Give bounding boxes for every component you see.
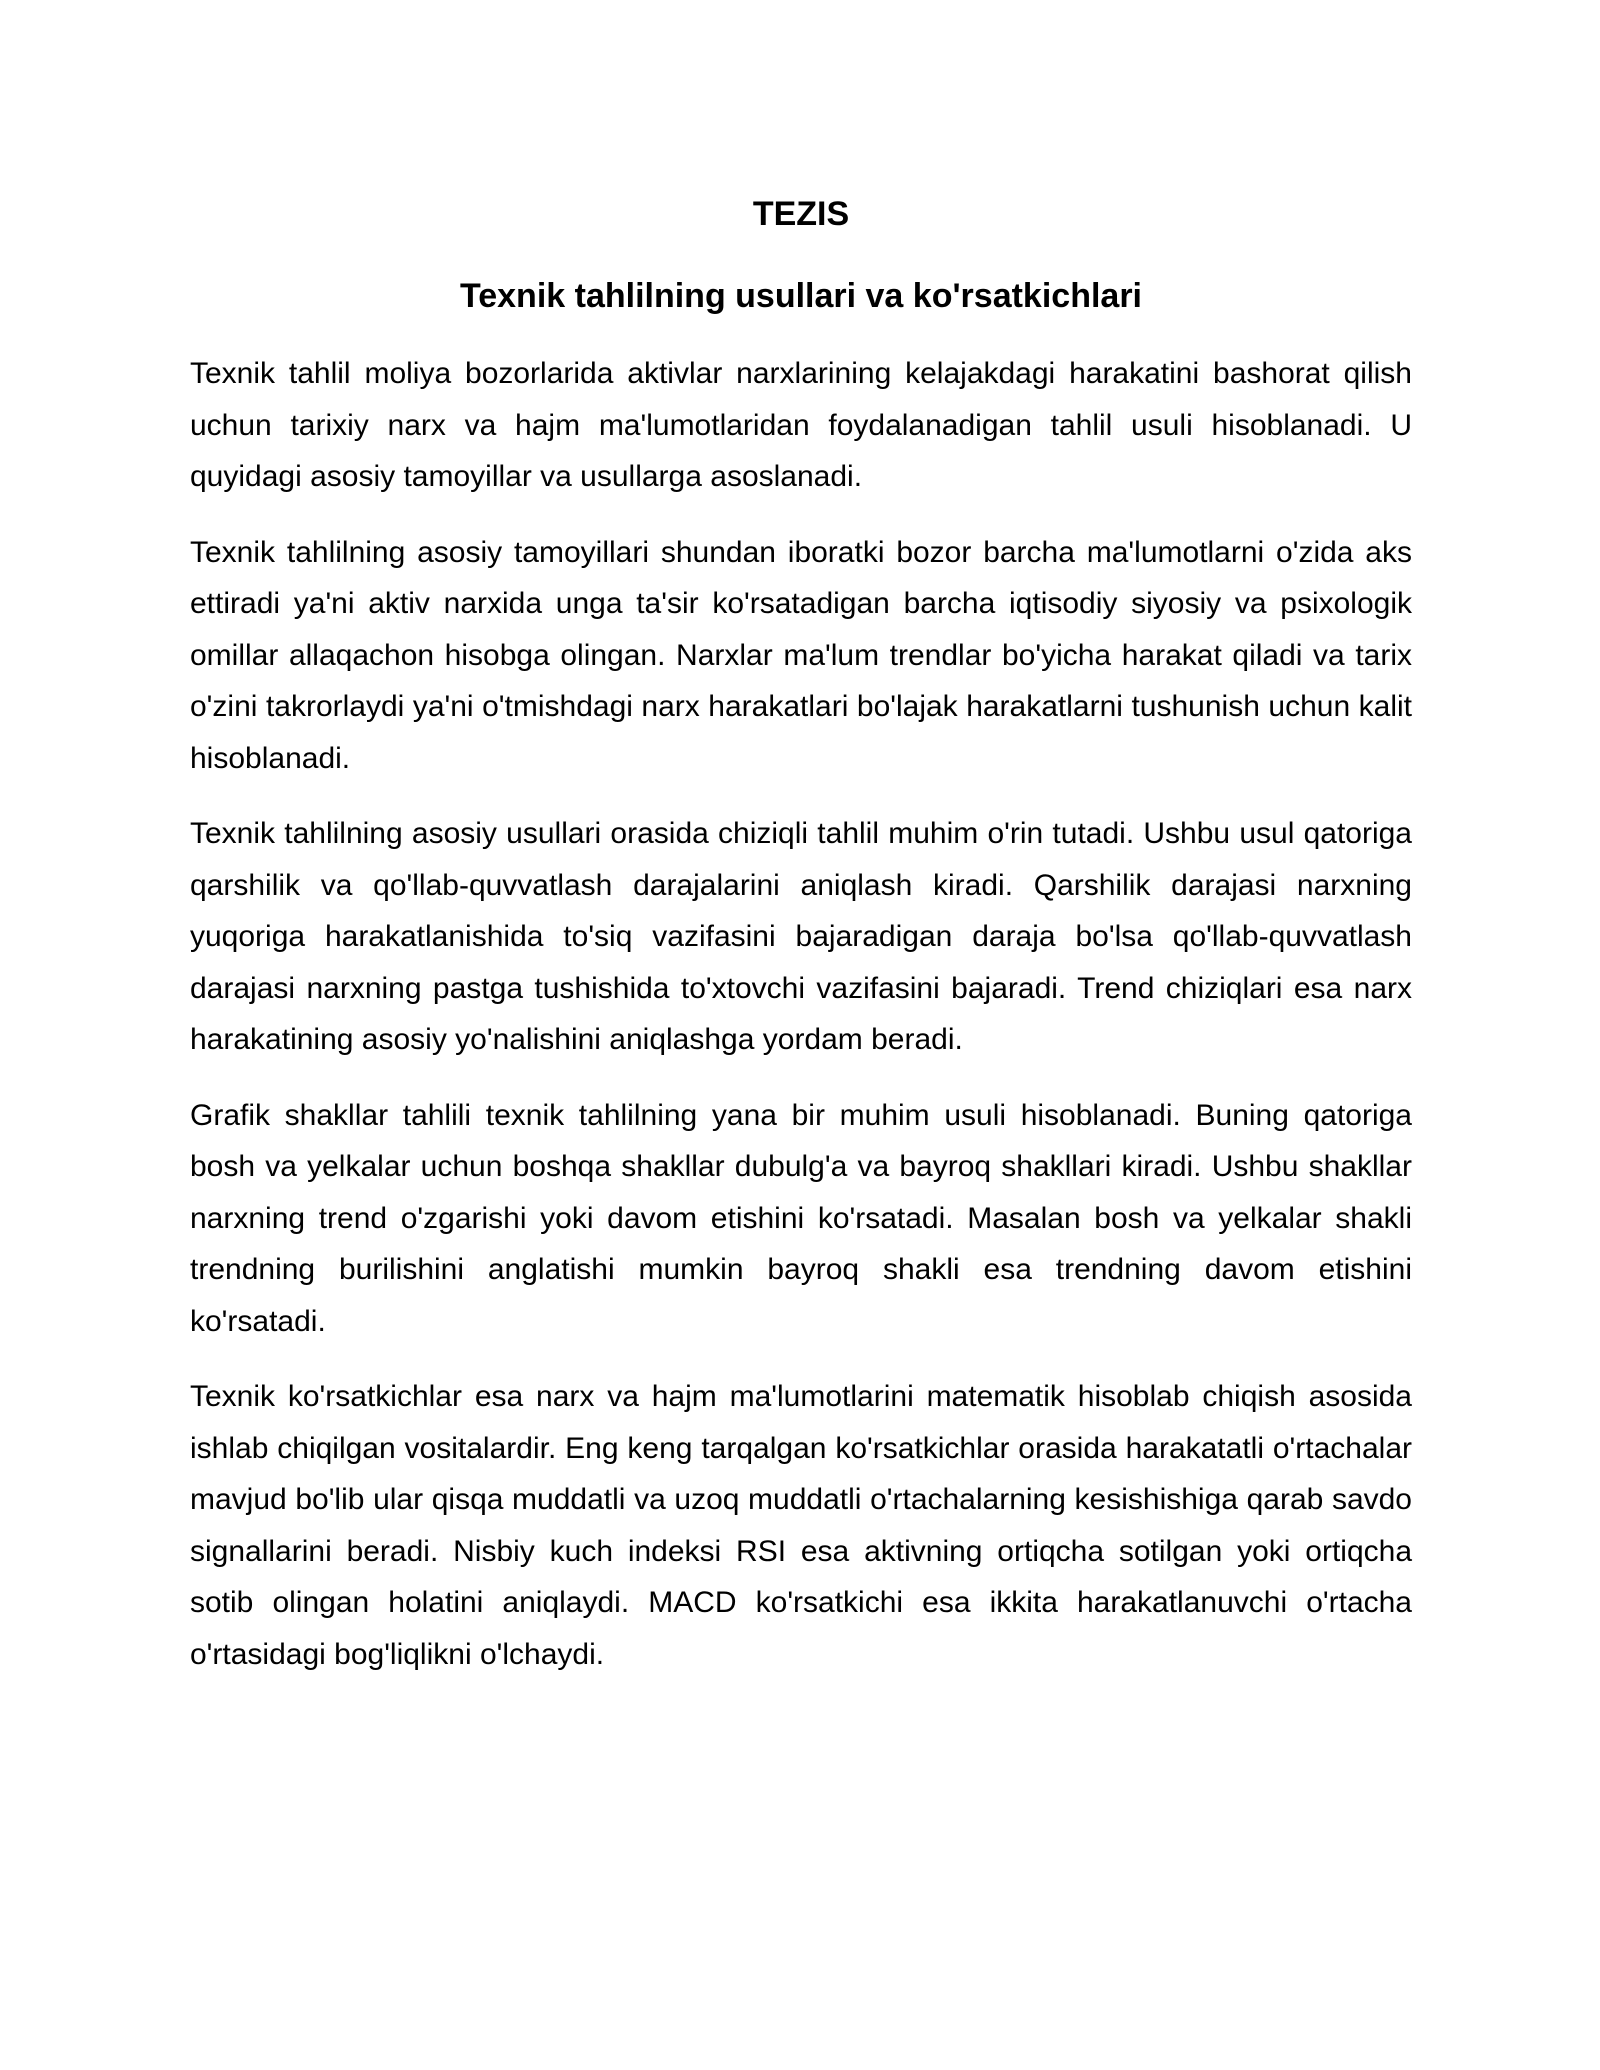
paragraph-3: Texnik tahlilning asosiy usullari orasida chiziqli tahlil muhim o'rin tutadi. Ushbu usul qatoriga qarshilik va qo'llab-quvvatlash darajalarini aniqlash kiradi. Qarshilik darajasi narxning yuqoriga harakatlanishida to'siq vazifasini bajaradigan daraja bo'lsa qo'llab-quvvatlash darajasi narxning pastga tushishida to'xtovchi vazifasini bajaradi. Trend chiziqlari esa narx harakatining asosiy yo'nalishini aniqlashga yordam beradi. — [190, 817, 1412, 1056]
paragraph-1: Texnik tahlil moliya bozorlarida aktivlar narxlarining kelajakdagi harakatini bashorat qilish uchun tarixiy narx va hajm ma'lumotlaridan foydalanadigan tahlil usuli hisoblanadi. U quyidagi asosiy tamoyillar va usullarga asoslanadi. — [190, 357, 1412, 493]
document-label: TEZIS — [752, 195, 850, 233]
document-body — [190, 192, 1412, 1704]
document-title: Texnik tahlilning usullari va ko'rsatkichlari — [459, 277, 1142, 315]
paragraph-4: Grafik shakllar tahlili texnik tahlilning yana bir muhim usuli hisoblanadi. Buning qatoriga bosh va yelkalar uchun boshqa shakllar dubulg'a va bayroq shakllari kiradi. Ushbu shakllar narxning trend o'zgarishi yoki davom etishini ko'rsatadi. Masalan bosh va yelkalar shakli trendning burilishini anglatishi mumkin bayroq shakli esa trendning davom etishini ko'rsatadi. — [190, 1098, 1412, 1338]
paragraph-2: Texnik tahlilning asosiy tamoyillari shundan iboratki bozor barcha ma'lumotlarni o'zida aks ettiradi ya'ni aktiv narxida unga ta'sir ko'rsatadigan barcha iqtisodiy siyosiy va psixologik omillar allaqachon hisobga olingan. Narxlar ma'lum trendlar bo'yicha harakat qiladi va tarix o'zini takrorlaydi ya'ni o'tmishdagi narx harakatlari bo'lajak harakatlarni tushunish uchun kalit hisoblanadi. — [190, 535, 1412, 775]
paragraph-5: Texnik ko'rsatkichlar esa narx va hajm ma'lumotlarini matematik hisoblab chiqish asosida ishlab chiqilgan vositalardir. Eng keng tarqalgan ko'rsatkichlar orasida harakatatli o'rtachalar mavjud bo'lib ular qisqa muddatli va uzoq muddatli o'rtachalarning kesishishiga qarab savdo signallarini beradi. Nisbiy kuch indeksi RSI esa aktivning ortiqcha sotilgan yoki ortiqcha sotib olingan holatini aniqlaydi. MACD ko'rsatkichi esa ikkita harakatlanuvchi o'rtacha o'rtasidagi bog'liqlikni o'lchaydi. — [190, 1380, 1412, 1671]
